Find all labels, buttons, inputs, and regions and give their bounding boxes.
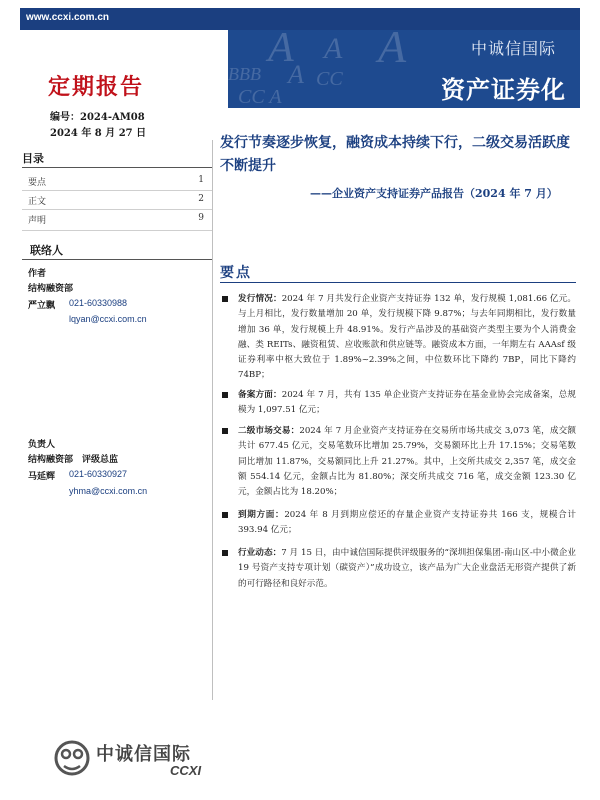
- lead-label: 负责人: [28, 440, 56, 450]
- report-number: 编号：2024-AM08: [50, 112, 145, 123]
- toc-item-page: 9: [198, 213, 204, 223]
- key-point-text: 2024 年 7 月，共有 135 单企业资产支持证券在基金业协会完成备案，总规模为 1,097.51 亿元；: [238, 390, 576, 416]
- key-point-head: 发行情况：: [238, 294, 282, 304]
- toc-item-label: 声明: [28, 216, 47, 226]
- author-name: 严立飘: [28, 301, 56, 311]
- lead-dept: 结构融资部 评级总监: [28, 455, 119, 465]
- author-email[interactable]: lqyan@ccxi.com.cn: [69, 314, 147, 324]
- key-point-text: 2024 年 7 月共发行企业资产支持证券 132 单，发行规模 1,081.66 亿元。与上月相比，发行数量增加 20 单，发行规模下降 9.87%；与去年同期相比，发行数量增加 36 单，发行规模上升 48.91%。发行产品涉及的基础资产类型主要为个人消费金融、类 REITs、融资租赁、应收账款和供应链等。融资成本方面，一年期左右 AAAsf 级证券利率中枢大致位于 1.89%~2.39%之间，中位数环比下降约 7BP，同比下降约 74BP；: [238, 294, 576, 381]
- website-url[interactable]: www.ccxi.com.cn: [26, 12, 109, 23]
- logo-mark-icon: [52, 738, 92, 778]
- lead-name: 马延辉: [28, 472, 56, 482]
- author-label: 作者: [28, 269, 47, 279]
- toc-item-disclaimer[interactable]: [28, 213, 204, 226]
- toc-item-label: 要点: [28, 178, 47, 188]
- lead-phone: 021-60330927: [69, 469, 128, 479]
- key-point-text: 2024 年 7 月企业资产支持证券在交易所市场共成交 3,073 笔，成交额共计 677.45 亿元，交易笔数环比增加 25.79%，交易额环比上升 17.15%；交易笔数同比增加 11.87%，交易额同比上升 21.27%。其中，上交所共成交 2,357 笔，成交金额 554.14 亿元，金额占比为 81.80%；深交所共成交 716 笔，成交金额 123.30 亿元，金额占比为 18.20%；: [238, 426, 576, 498]
- key-points-divider: [220, 282, 576, 283]
- company-logo: [52, 736, 202, 782]
- header-banner: A A A BBB A CC CC A 中诚信国际 资产证券化: [228, 30, 580, 108]
- toc-item-page: 1: [198, 175, 204, 185]
- key-point-text: 2024 年 8 月到期应偿还的存量企业资产支持证券共 166 支，规模合计 393.94 亿元；: [238, 510, 576, 536]
- bullet-square-icon: [222, 512, 228, 518]
- product-name: 资产证券化: [441, 75, 566, 104]
- key-point-text: 7 月 15 日，由中诚信国际提供评级服务的“深圳担保集团-南山区-中小微企业 19 号资产支持专项计划（碳资产）”成功设立，该产品为广大企业盘活无形资产提供了新的可行路径和良好示范。: [238, 548, 576, 589]
- bullet-square-icon: [222, 550, 228, 556]
- toc-heading: 目录: [22, 152, 44, 165]
- contacts-heading: 联络人: [30, 244, 63, 257]
- toc-item-body[interactable]: [28, 194, 204, 207]
- lead-email[interactable]: yhma@ccxi.com.cn: [69, 486, 148, 496]
- key-point-item: [222, 508, 576, 539]
- toc-divider: [22, 167, 212, 168]
- report-title: 发行节奏逐步恢复，融资成本持续下行，二级交易活跃度不断提升: [220, 135, 570, 174]
- author-dept: 结构融资部: [28, 284, 74, 294]
- report-type: 定期报告: [48, 74, 145, 100]
- key-point-item: [222, 546, 576, 592]
- bullet-square-icon: [222, 392, 228, 398]
- key-points-heading: 要点: [220, 265, 252, 281]
- logo-en-text: CCXI: [170, 763, 202, 778]
- toc-item-key-points[interactable]: [28, 175, 204, 188]
- report-subtitle: ——企业资产支持证券产品报告（2024 年 7 月）: [310, 187, 558, 200]
- key-point-head: 行业动态：: [238, 548, 282, 558]
- toc-item-page: 2: [198, 194, 204, 204]
- brand-name: 中诚信国际: [470, 39, 556, 58]
- column-divider: [212, 140, 213, 700]
- bullet-square-icon: [222, 428, 228, 434]
- key-point-item: [222, 424, 576, 500]
- key-point-head: 备案方面：: [238, 390, 282, 400]
- report-date: 2024 年 8 月 27 日: [50, 128, 147, 139]
- key-point-head: 二级市场交易：: [238, 426, 300, 436]
- contacts-divider: [22, 259, 212, 260]
- key-point-head: 到期方面：: [238, 510, 285, 520]
- key-point-item: [222, 292, 576, 384]
- bullet-square-icon: [222, 296, 228, 302]
- logo-cn-text: 中诚信国际: [96, 744, 191, 764]
- author-phone: 021-60330988: [69, 298, 128, 308]
- top-bar: [20, 8, 580, 30]
- toc-item-label: 正文: [28, 197, 47, 207]
- key-point-item: [222, 388, 576, 419]
